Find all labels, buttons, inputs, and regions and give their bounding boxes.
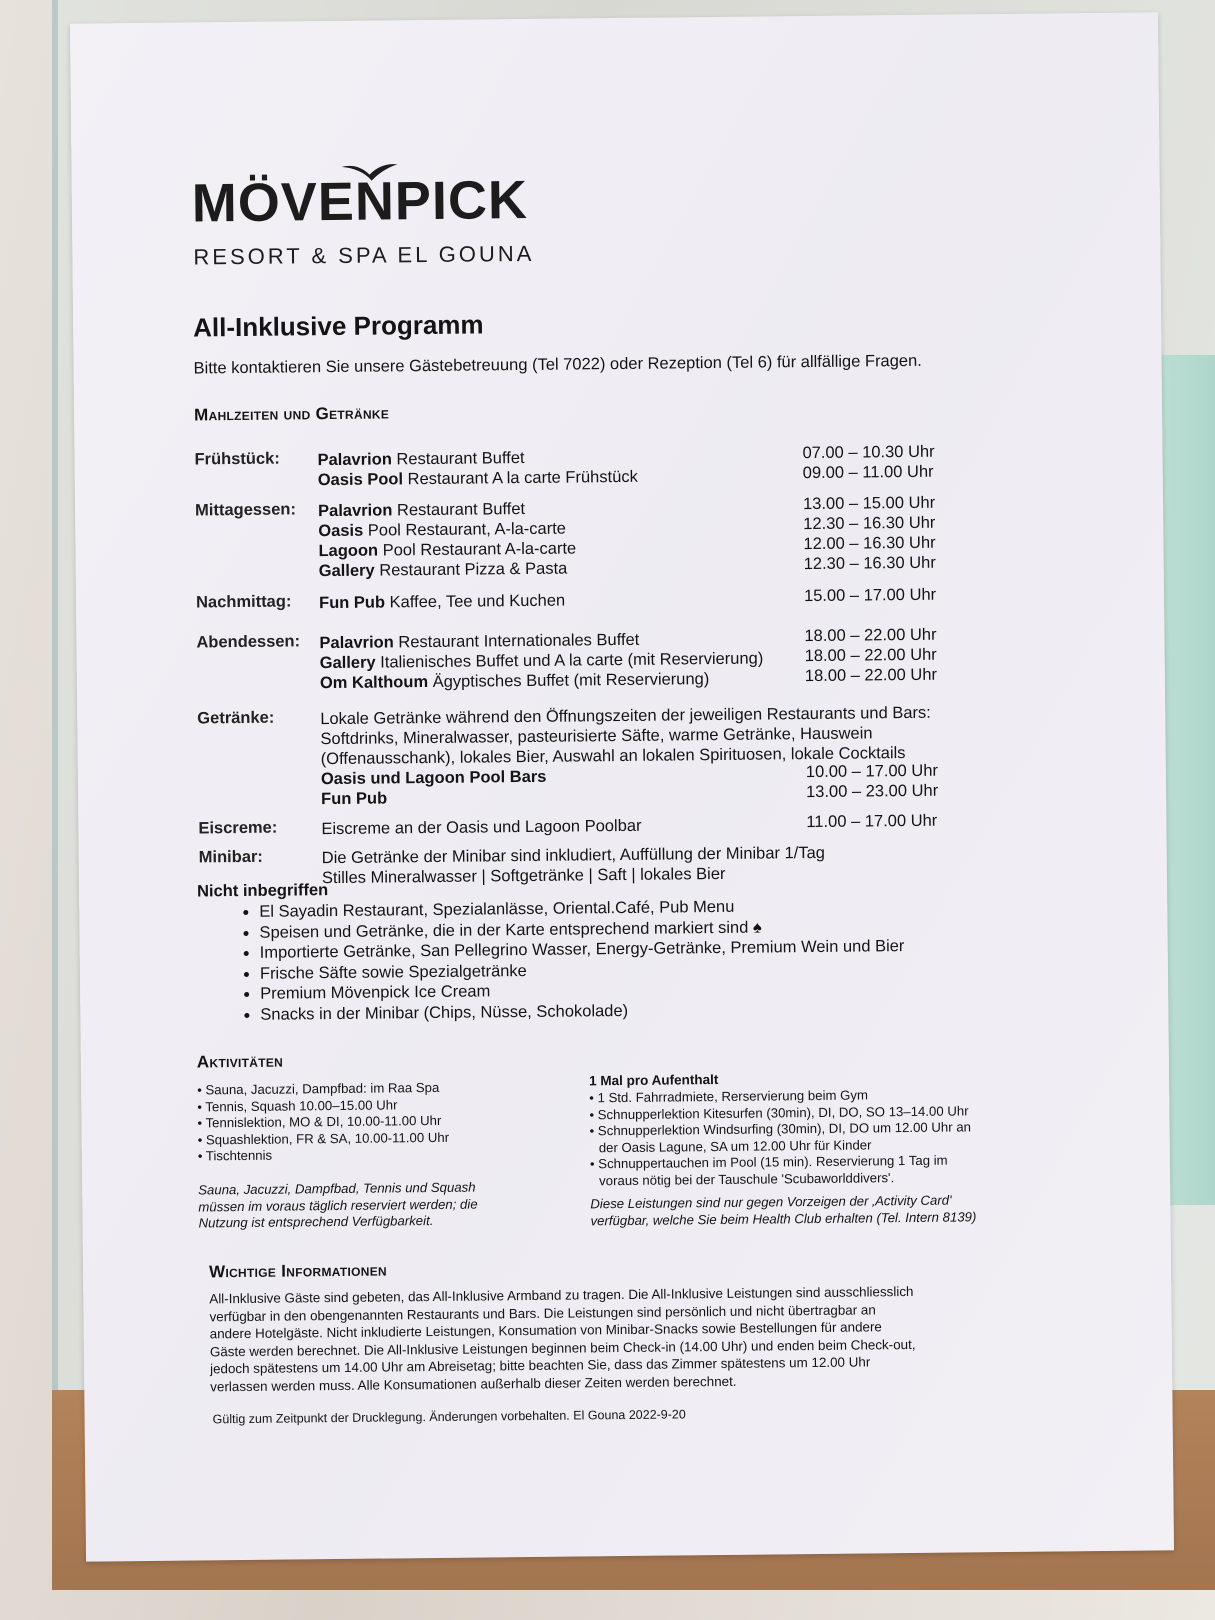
lunch-row: Gallery Restaurant Pizza & Pasta — [318, 559, 568, 581]
drinks-bar-row: Fun Pub — [321, 789, 388, 809]
list-item: • Premium Mövenpick Ice Cream — [260, 977, 905, 1004]
time-label: 12.00 – 16.30 Uhr — [803, 533, 936, 554]
time-label: 10.00 – 17.00 Uhr — [805, 761, 939, 782]
time-label: 18.00 – 22.00 Uhr — [804, 665, 938, 686]
drinks-text: (Offenausschank), lokales Bier, Auswahl an lokalen Spirituosen, lokale Cocktails — [320, 744, 906, 769]
label-dinner: Abendessen: — [196, 632, 301, 652]
intro-text: Bitte kontaktieren Sie unsere Gästebetreuung (Tel 7022) oder Rezeption (Tel 6) für allfällige Fragen. — [193, 351, 922, 378]
label-breakfast: Frühstück: — [194, 449, 280, 469]
meals-heading: Mahlzeiten und Getränke — [193, 403, 390, 425]
important-heading: Wichtige Informationen — [208, 1260, 388, 1282]
page-title: All-Inklusive Programm — [193, 309, 484, 343]
list-item: • Tischtennis — [197, 1147, 273, 1164]
drinks-bar-row: Oasis und Lagoon Pool Bars — [320, 767, 547, 789]
label-drinks: Getränke: — [197, 708, 275, 728]
lunch-row: Palavrion Restaurant Buffet — [318, 500, 526, 521]
activities-left-note: Sauna, Jacuzzi, Dampfbad, Tennis und Squash müssen im voraus täglich reserviert werden; die Nutzung ist entsprechend Verfügbarkeit. — [198, 1179, 478, 1231]
not-included-heading: Nicht inbegriffen — [196, 881, 329, 901]
time-label: 13.00 – 23.00 Uhr — [805, 781, 939, 802]
minibar-text: Stilles Mineralwasser | Softgetränke | Saft | lokales Bier — [321, 864, 726, 888]
list-item: • Sauna, Jacuzzi, Dampfbad: im Raa Spa — [197, 1079, 440, 1098]
label-afternoon: Nachmittag: — [195, 592, 292, 612]
time-label: 18.00 – 22.00 Uhr — [804, 645, 937, 666]
activities-right-title: 1 Mal pro Aufenthalt — [588, 1072, 719, 1089]
dinner-row: Palavrion Restaurant Internationales Buffet — [319, 630, 640, 653]
activities-left-list — [197, 1080, 449, 1165]
list-item: • Tennislektion, MO & DI, 10.00-11.00 Uhr — [197, 1112, 442, 1131]
afternoon-row: Fun Pub Kaffee, Tee und Kuchen — [318, 591, 566, 613]
breakfast-row: Oasis Pool Restaurant A la carte Frühstück — [317, 467, 638, 490]
time-label: 12.30 – 16.30 Uhr — [803, 553, 936, 574]
time-label: 07.00 – 10.30 Uhr — [802, 442, 935, 463]
list-item: der Oasis Lagune, SA um 12.00 Uhr für Kinder — [598, 1136, 872, 1155]
list-item: • Squashlektion, FR & SA, 10.00-11.00 Uhr — [197, 1129, 450, 1147]
dinner-row: Gallery Italienisches Buffet und A la carte (mit Reservierung) — [319, 649, 764, 673]
activities-right-list — [589, 1086, 971, 1189]
time-label: 12.30 – 16.30 Uhr — [803, 513, 936, 534]
list-item: • Tennis, Squash 10.00–15.00 Uhr — [197, 1096, 398, 1114]
lunch-row: Oasis Pool Restaurant, A-la-carte — [318, 519, 567, 541]
all-inclusive-sheet — [70, 12, 1174, 1561]
list-item: • Importierte Getränke, San Pellegrino Wasser, Energy-Getränke, Premium Wein und Bier — [260, 936, 905, 963]
label-lunch: Mittagessen: — [194, 500, 297, 520]
not-included-list — [229, 895, 905, 1025]
breakfast-row: Palavrion Restaurant Buffet — [317, 449, 525, 470]
time-label: 15.00 – 17.00 Uhr — [803, 585, 937, 606]
label-icecream: Eiscreme: — [198, 818, 278, 838]
time-label: 09.00 – 11.00 Uhr — [802, 462, 934, 483]
footer-note: Gültig zum Zeitpunkt der Drucklegung. Änderungen vorbehalten. El Gouna 2022-9-20 — [212, 1407, 686, 1427]
list-item: • Schnuppertauchen im Pool (15 min). Reservierung 1 Tag im — [589, 1152, 948, 1172]
time-label: 13.00 – 15.00 Uhr — [802, 493, 936, 514]
list-item: • Speisen und Getränke, die in der Karte entsprechend markiert sind ♠ — [259, 916, 904, 943]
list-item: • El Sayadin Restaurant, Spezialanlässe, Oriental.Café, Pub Menu — [259, 895, 904, 922]
activities-heading: Aktivitäten — [196, 1051, 284, 1072]
brand-name: MÖVENPICK — [191, 169, 529, 234]
activities-right-note: Diese Leistungen sind nur gegen Vorzeigen der ‚Activity Card' verfügbar, welche Sie beim Health Club erhalten (Tel. Intern 8139) — [590, 1192, 977, 1228]
icecream-text: Eiscreme an der Oasis und Lagoon Poolbar — [321, 816, 642, 839]
time-label: 18.00 – 22.00 Uhr — [804, 625, 937, 646]
brand-subtitle: RESORT & SPA EL GOUNA — [193, 240, 535, 270]
important-text: All-Inklusive Gäste sind gebeten, das All-Inklusive Armband zu tragen. Die All-Inklusive Leistungen sind ausschliesslich verfügbar in den obengenannten Restaurants und Bars. Die Leistungen sind persönlich und nicht übertragbar an andere Hotelgäste. Nicht inkludierte Leistungen, Konsumation von Minibar-Snacks sowie Bestellungen für andere Gäste werden berechnet. Die All-Inklusive Leistungen beginnen beim Check-in (14.00 Uhr) und enden beim Check-out, jedoch spätestens um 14.00 Uhr am Abreisetag; bitte beachten Sie, dass das Zimmer spätestens um 12.00 Uhr verlassen werden muss. Alle Konsumationen außerhalb dieser Zeiten werden berechnet. — [209, 1283, 916, 1394]
drinks-text: Softdrinks, Mineralwasser, pasteurisierte Säfte, warme Getränke, Hauswein — [320, 724, 873, 749]
label-minibar: Minibar: — [198, 847, 263, 867]
list-item: • Schnupperlektion Kitesurfen (30min), DI, DO, SO 13–14.00 Uhr — [589, 1102, 969, 1122]
lunch-row: Lagoon Pool Restaurant A-la-carte — [318, 539, 577, 561]
time-label: 11.00 – 17.00 Uhr — [806, 811, 938, 832]
dinner-row: Om Kalthoum Ägyptisches Buffet (mit Reservierung) — [319, 670, 710, 693]
list-item: voraus nötig bei der Tauschule 'Scubaworlddivers'. — [599, 1169, 895, 1188]
list-item: • 1 Std. Fahrradmiete, Rerservierung beim Gym — [589, 1087, 869, 1106]
list-item: • Snacks in der Minibar (Chips, Nüsse, Schokolade) — [260, 998, 905, 1025]
drinks-text: Lokale Getränke während den Öffnungszeiten der jeweiligen Restaurants und Bars: — [320, 703, 931, 729]
minibar-text: Die Getränke der Minibar sind inkludiert, Auffüllung der Minibar 1/Tag — [321, 843, 826, 868]
list-item: • Frische Säfte sowie Spezialgetränke — [260, 957, 905, 984]
list-item: • Schnupperlektion Windsurfing (30min), DI, DO um 12.00 Uhr an — [589, 1119, 972, 1139]
